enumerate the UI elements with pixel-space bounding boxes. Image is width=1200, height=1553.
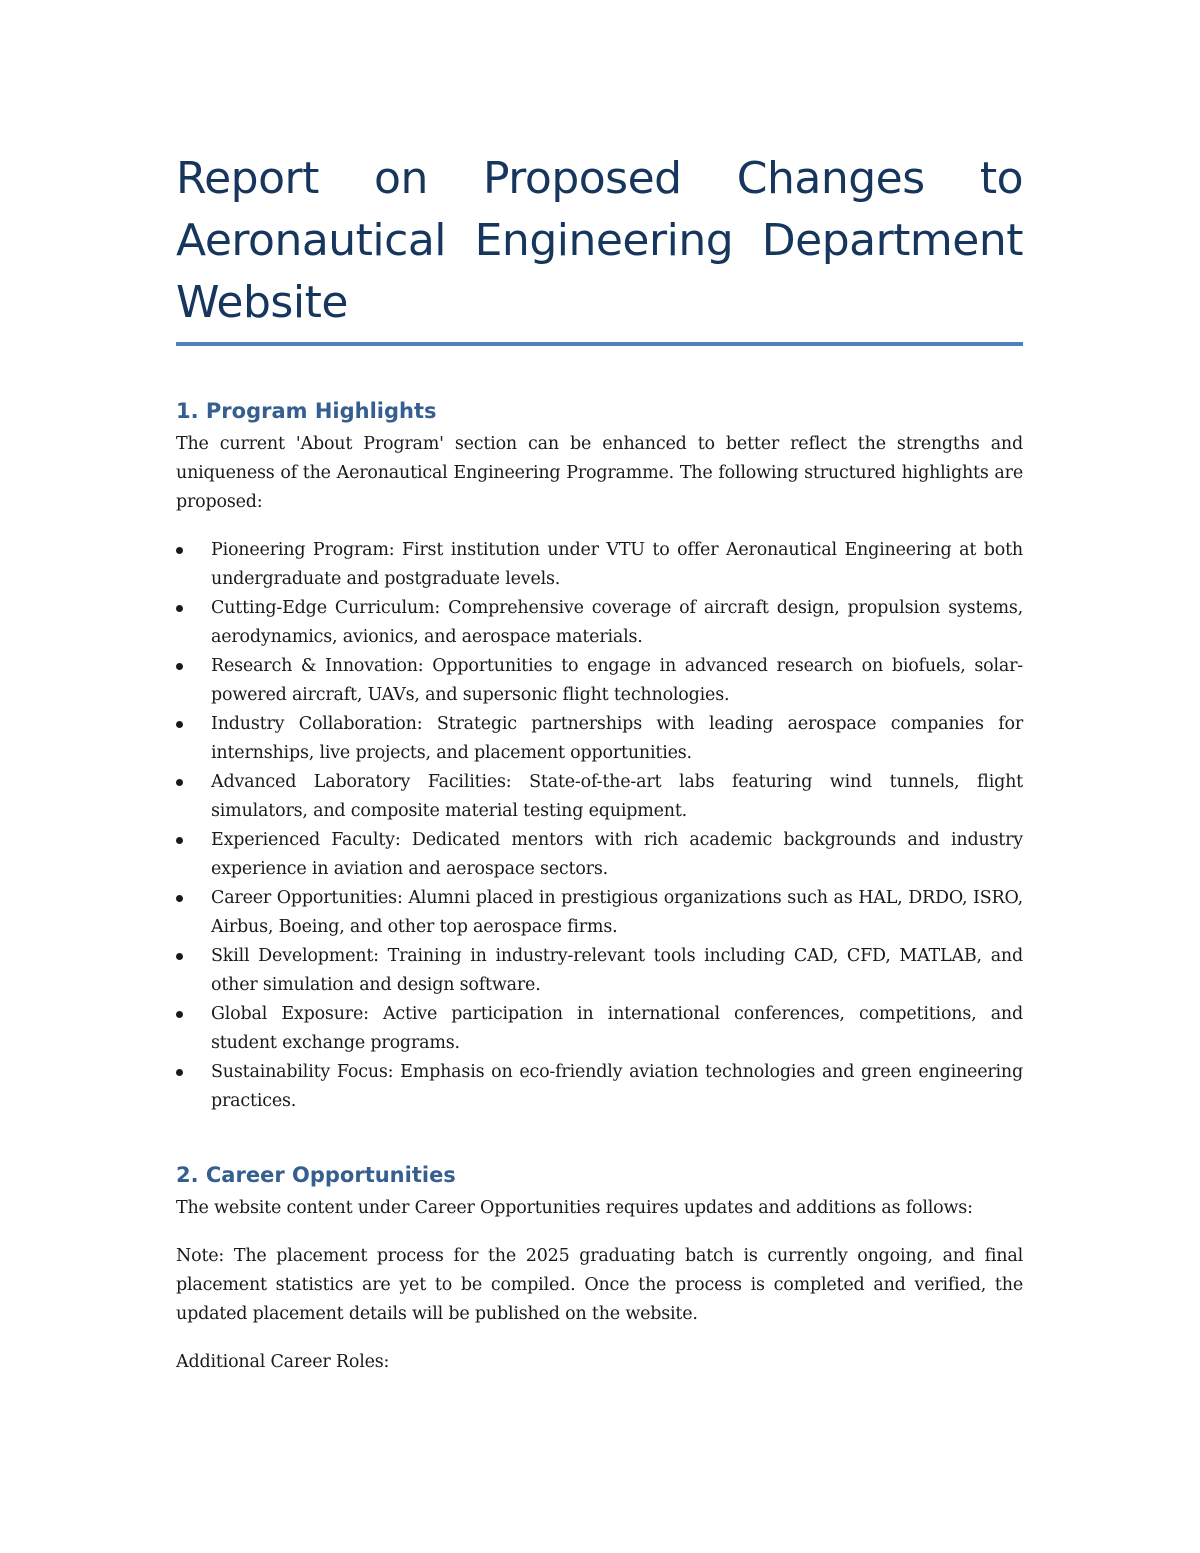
list-item-text: Advanced Laboratory Facilities: State-of-the-art labs featuring wind tunnels, flight simulators, and composite material testing equipment. [211,772,1023,821]
bullet-icon [176,953,183,960]
bullet-icon [176,779,183,786]
list-item [176,536,1023,594]
bullet-icon [176,1069,183,1076]
list-item-text: Sustainability Focus: Emphasis on eco-friendly aviation technologies and green engineering practices. [211,1062,1023,1111]
bullet-icon [176,605,183,612]
additional-career-roles-label: Additional Career Roles: [176,1352,390,1372]
career-opportunities-intro: The website content under Career Opportunities requires updates and additions as follows: [176,1198,973,1218]
program-highlights-list [176,536,1023,1116]
list-item [176,884,1023,942]
section-heading-career-opportunities: 2. Career Opportunities [176,1163,456,1187]
bullet-icon [176,547,183,554]
list-item-text: Pioneering Program: First institution under VTU to offer Aeronautical Engineering at both undergraduate and postgraduate levels. [211,540,1023,589]
list-item-text: Cutting-Edge Curriculum: Comprehensive coverage of aircraft design, propulsion systems, aerodynamics, avionics, and aerospace materials. [211,598,1023,647]
bullet-icon [176,663,183,670]
bullet-icon [176,895,183,902]
list-item-text: Global Exposure: Active participation in international conferences, competitions, and student exchange programs. [211,1004,1023,1053]
placement-note: Note: The placement process for the 2025 graduating batch is currently ongoing, and final placement statistics are yet to be compiled. Once the process is completed and verified, the updated placement details will be published on the website. [176,1246,1023,1324]
list-item [176,652,1023,710]
document-title: Report on Proposed Changes to Aeronautical Engineering Department Website [176,153,1023,328]
document-page [176,148,1023,1377]
list-item-text: Research & Innovation: Opportunities to engage in advanced research on biofuels, solar-powered aircraft, UAVs, and supersonic flight technologies. [211,656,1023,705]
list-item [176,710,1023,768]
list-item [176,942,1023,1000]
list-item-text: Experienced Faculty: Dedicated mentors with rich academic backgrounds and industry experience in aviation and aerospace sectors. [211,830,1023,879]
list-item [176,826,1023,884]
list-item [176,1000,1023,1058]
bullet-icon [176,721,183,728]
list-item [176,594,1023,652]
list-item-text: Skill Development: Training in industry-relevant tools including CAD, CFD, MATLAB, and other simulation and design software. [211,946,1023,995]
list-item-text: Industry Collaboration: Strategic partnerships with leading aerospace companies for internships, live projects, and placement opportunities. [211,714,1023,763]
section-heading-program-highlights: 1. Program Highlights [176,399,437,423]
list-item-text: Career Opportunities: Alumni placed in prestigious organizations such as HAL, DRDO, ISRO, Airbus, Boeing, and other top aerospace firms. [211,888,1023,937]
list-item [176,1058,1023,1116]
title-underline-rule [176,342,1023,346]
bullet-icon [176,837,183,844]
program-highlights-intro: The current 'About Program' section can be enhanced to better reflect the strengths and uniqueness of the Aeronautical Engineering Programme. The following structured highlights are proposed: [176,434,1023,512]
bullet-icon [176,1011,183,1018]
list-item [176,768,1023,826]
